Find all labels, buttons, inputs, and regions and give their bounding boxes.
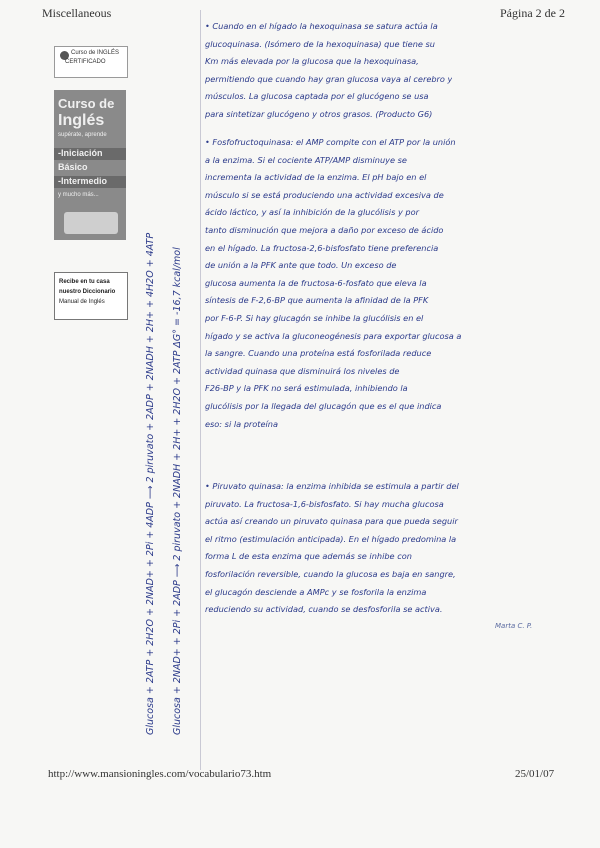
dictionary-ad[interactable] bbox=[54, 272, 128, 320]
note-line: F26-BP y la PFK no será estimulada, inhibiendo la bbox=[205, 383, 408, 394]
dictionary-ad-line3: Manual de Inglés bbox=[59, 299, 105, 305]
header-page-number: Página 2 de 2 bbox=[500, 6, 565, 20]
note-line: en el hígado. La fructosa-2,6-bisfosfato tiene preferencia bbox=[205, 242, 439, 253]
course-ad-level-2: Básico bbox=[58, 162, 88, 172]
certificate-ad-line2: CERTIFICADO bbox=[65, 59, 106, 65]
certificate-ad-line1: Curso de INGLÉS bbox=[71, 50, 120, 56]
note-glucokinase bbox=[205, 18, 452, 124]
note-line: la sangre. Cuando una proteína está fosforilada reduce bbox=[205, 348, 432, 359]
note-line: fosforilación reversible, cuando la glucosa es baja en sangre, bbox=[205, 568, 456, 579]
handwritten-signature: Marta C. P. bbox=[495, 622, 533, 630]
glycolysis-equation-1: Glucosa + 2ATP + 2H2O + 2NAD+ + 2Pi + 4ADP ⟶ 2 piruvato + 2ADP + 2NADH + 2H+ + 4H2O + 4ATP bbox=[145, 232, 156, 735]
glycolysis-equation-2: Glucosa + 2NAD+ + 2Pi + 2ADP ⟶ 2 piruvato + 2NADH + 2H+ + 2H2O + 2ATP ΔG° = -16,7 kcal/mol bbox=[172, 247, 183, 735]
note-line: eso: si la proteína bbox=[205, 418, 279, 429]
margin-line bbox=[200, 10, 201, 770]
note-line: tanto disminución que mejora a daño por exceso de ácido bbox=[205, 224, 444, 235]
note-line: glucosa aumenta la de fructosa-6-fosfato que eleva la bbox=[205, 277, 427, 288]
note-line: actividad quinasa que disminuirá los niveles de bbox=[205, 365, 400, 376]
certificate-ad[interactable] bbox=[54, 46, 128, 78]
note-line: músculos. La glucosa captada por el glucógeno se usa bbox=[205, 91, 429, 102]
footer-date: 25/01/07 bbox=[515, 768, 555, 780]
note-line: • Piruvato quinasa: la enzima inhibida se estimula a partir del bbox=[205, 481, 459, 491]
note-line: el glucagón desciende a AMPc y se fosforila la enzima bbox=[205, 586, 427, 597]
note-line: por F-6-P. Si hay glucagón se inhibe la glucólisis en el bbox=[205, 312, 424, 323]
note-line: actúa así creando un piruvato quinasa para que pueda seguir bbox=[205, 516, 458, 527]
dictionary-ad-line2: nuestro Diccionario bbox=[59, 289, 116, 295]
note-line: reduciendo su actividad, cuando se desfosforila se activa. bbox=[205, 604, 443, 615]
note-line: para sintetizar glucógeno y otros grasos. (Producto G6) bbox=[205, 108, 433, 119]
course-ad-logo bbox=[64, 212, 118, 234]
note-line: piruvato. La fructosa-1,6-bisfosfato. Si hay mucha glucosa bbox=[205, 498, 444, 509]
note-line: • Fosfofructoquinasa: el AMP compite con el ATP por la unión bbox=[205, 137, 456, 147]
note-line: a la enzima. Si el cociente ATP/AMP disminuye se bbox=[205, 154, 407, 165]
note-line: forma L de esta enzima que además se inhibe con bbox=[205, 551, 412, 562]
note-line: síntesis de F-2,6-BP que aumenta la afinidad de la PFK bbox=[205, 295, 429, 306]
course-ad-level-1: -Iniciación bbox=[58, 148, 103, 158]
course-ad-level-3: -Intermedio bbox=[58, 176, 108, 186]
note-line: de unión a la PFK ante que todo. Un exceso de bbox=[205, 260, 397, 271]
course-ad-subtitle: supérate, aprende bbox=[58, 132, 107, 138]
note-line: ácido láctico, y así la inhibición de la glucólisis y por bbox=[205, 207, 419, 218]
note-line: glucoquinasa. (Isómero de la hexoquinasa) que tiene su bbox=[205, 38, 435, 49]
note-line: músculo si se está produciendo una actividad excesiva de bbox=[205, 189, 444, 200]
course-ad-banner[interactable] bbox=[54, 90, 126, 240]
course-ad-level-4: y mucho más... bbox=[58, 192, 99, 198]
course-ad-title-b: Inglés bbox=[58, 112, 105, 129]
note-line: glucólisis por la llegada del glucagón que es el que indica bbox=[205, 400, 442, 411]
course-ad-title-a: Curso de bbox=[58, 96, 115, 111]
header-section-title: Miscellaneous bbox=[42, 6, 112, 20]
note-line: hígado y se activa la gluconeogénesis para exportar glucosa a bbox=[205, 330, 462, 341]
note-line: permitiendo que cuando hay gran glucosa vaya al cerebro y bbox=[205, 73, 453, 84]
note-phosphofructokinase bbox=[205, 134, 461, 433]
note-line: incrementa la actividad de la enzima. El pH bajo en el bbox=[205, 172, 427, 183]
note-line: el ritmo (estimulación anticipada). En el hígado predomina la bbox=[205, 533, 457, 544]
note-line: • Cuando en el hígado la hexoquinasa se satura actúa la bbox=[205, 21, 438, 31]
dictionary-ad-line1: Recibe en tu casa bbox=[59, 279, 110, 285]
footer-url[interactable]: http://www.mansioningles.com/vocabulario73.htm bbox=[48, 768, 272, 780]
note-line: Km más elevada por la glucosa que la hexoquinasa, bbox=[205, 56, 419, 67]
note-pyruvate-kinase bbox=[205, 478, 459, 619]
